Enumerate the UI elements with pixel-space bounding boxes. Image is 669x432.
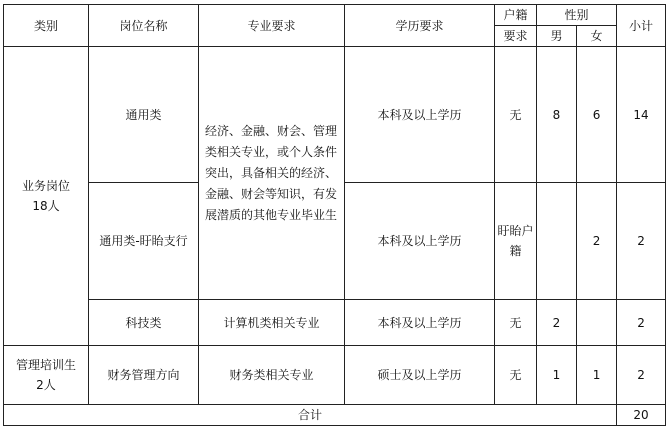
- cell-female: [577, 300, 617, 346]
- cell-subtotal: 2: [617, 183, 666, 300]
- cell-hukou: 无: [495, 47, 537, 183]
- group-trainee-count: 2人: [36, 378, 56, 392]
- total-value: 20: [617, 405, 666, 426]
- cell-subtotal: 2: [617, 300, 666, 346]
- cell-male: 2: [537, 300, 577, 346]
- header-female: 女: [577, 26, 617, 47]
- cell-male: [537, 183, 577, 300]
- total-row: [4, 405, 666, 426]
- cell-education: 硕士及以上学历: [345, 346, 495, 405]
- table-row: [4, 300, 666, 346]
- header-male: 男: [537, 26, 577, 47]
- cell-female: 1: [577, 346, 617, 405]
- cell-education: 本科及以上学历: [345, 47, 495, 183]
- cell-education: 本科及以上学历: [345, 183, 495, 300]
- cell-male: 8: [537, 47, 577, 183]
- cell-hukou: 盱眙户籍: [495, 183, 537, 300]
- cell-position: 科技类: [89, 300, 199, 346]
- header-gender: 性别: [537, 5, 617, 26]
- cell-major: 计算机类相关专业: [199, 300, 345, 346]
- cell-hukou: 无: [495, 346, 537, 405]
- recruitment-table: [3, 4, 666, 426]
- cell-position: 通用类: [89, 47, 199, 183]
- group-business: [4, 47, 89, 346]
- cell-subtotal: 2: [617, 346, 666, 405]
- group-business-label: 业务岗位: [21, 179, 70, 193]
- cell-position: 通用类-盱眙支行: [89, 183, 199, 300]
- cell-female: 2: [577, 183, 617, 300]
- table-row: [4, 47, 666, 183]
- header-major: 专业要求: [199, 5, 345, 47]
- header-position: 岗位名称: [89, 5, 199, 47]
- group-trainee-label: 管理培训生: [15, 358, 76, 372]
- total-label: 合计: [4, 405, 617, 426]
- cell-education: 本科及以上学历: [345, 300, 495, 346]
- cell-subtotal: 14: [617, 47, 666, 183]
- header-education: 学历要求: [345, 5, 495, 47]
- group-trainee: [4, 346, 89, 405]
- cell-shared-major: 经济、金融、财会、管理类相关专业，或个人条件突出，具备相关的经济、金融、财会等知识，有发展潜质的其他专业毕业生: [199, 47, 345, 300]
- cell-female: 6: [577, 47, 617, 183]
- cell-major: 财务类相关专业: [199, 346, 345, 405]
- header-hukou-line2: 要求: [495, 26, 537, 47]
- cell-position: 财务管理方向: [89, 346, 199, 405]
- header-category: 类别: [4, 5, 89, 47]
- group-business-count: 18人: [32, 199, 60, 213]
- cell-hukou: 无: [495, 300, 537, 346]
- cell-male: 1: [537, 346, 577, 405]
- header-subtotal: 小计: [617, 5, 666, 47]
- header-row-1: [4, 5, 666, 26]
- table-row: [4, 346, 666, 405]
- recruitment-table-wrapper: [3, 4, 666, 426]
- header-hukou-line1: 户籍: [495, 5, 537, 26]
